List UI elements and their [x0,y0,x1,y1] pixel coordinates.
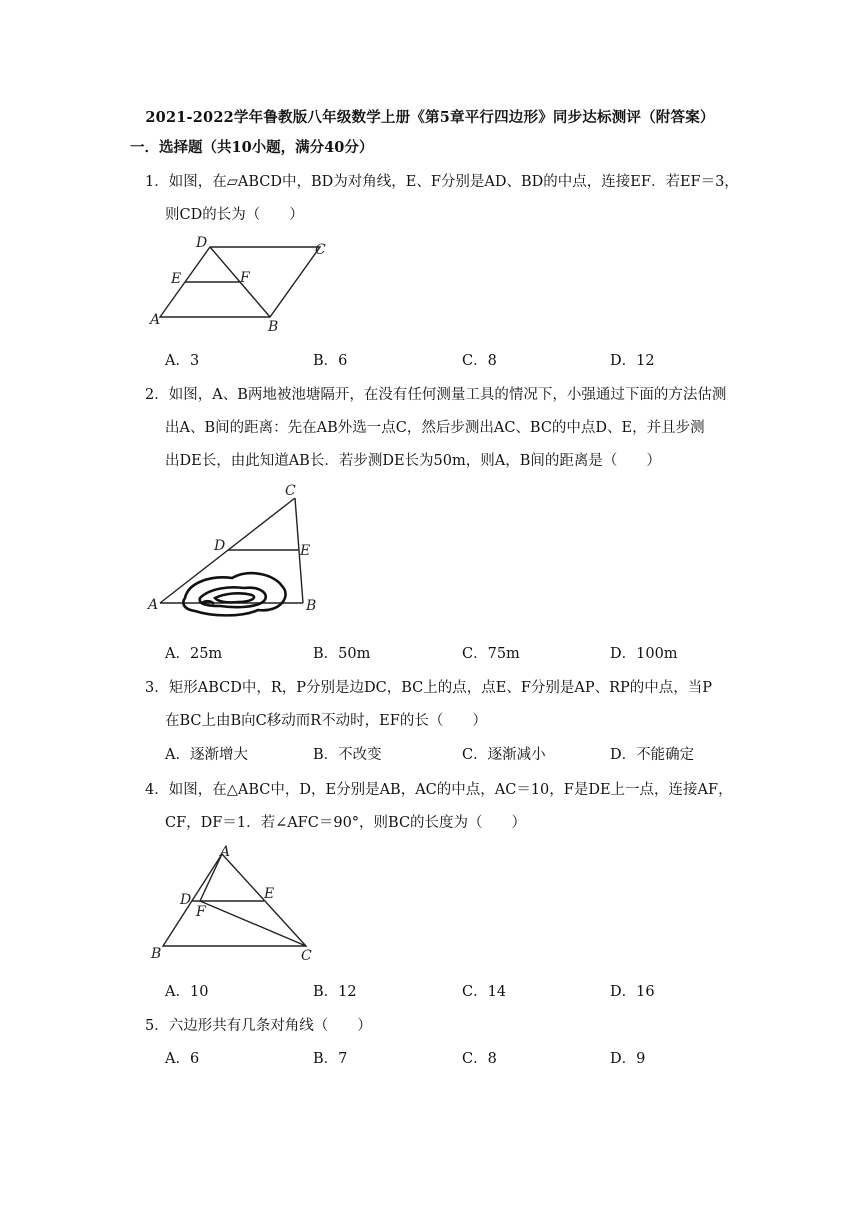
q2-pond-figure [140,480,340,620]
q4-label-a: A [220,844,231,860]
q5-option-a: A．6 [165,1051,200,1067]
document-title: 2021-2022学年鲁教版八年级数学上册《第5章平行四边形》同步达标测评（附答案） [145,109,715,126]
q4-option-d: D．16 [610,984,655,1000]
q2-option-c: C．75m [462,646,520,662]
q1-option-c: C．8 [462,353,497,369]
q3-option-c: C．逐渐减小 [462,747,546,763]
q4-label-c: C [301,948,312,964]
q4-label-e: E [264,886,275,902]
q1-option-b: B．6 [313,353,348,369]
section-heading: 一．选择题（共10小题，满分40分） [130,139,374,156]
q1-option-a: A．3 [165,353,200,369]
q2-label-e: E [300,543,311,559]
q3-option-a: A．逐渐增大 [165,747,248,763]
q1-line-2: 则CD的长为（ ） [165,207,304,223]
q5-option-d: D．9 [610,1051,646,1067]
q2-label-b: B [306,598,317,614]
q2-option-a: A．25m [165,646,223,662]
q4-option-b: B．12 [313,984,357,1000]
q5-line-1: 5．六边形共有几条对角线（ ） [145,1018,372,1034]
q2-option-d: D．100m [610,646,678,662]
q3-line-2: 在BC上由B向C移动而R不动时，EF的长（ ） [165,713,487,729]
q2-line-1: 2．如图，A、B两地被池塘隔开，在没有任何测量工具的情况下，小强通过下面的方法估测 [145,387,727,403]
q1-option-d: D．12 [610,353,655,369]
q2-option-b: B．50m [313,646,371,662]
q5-option-c: C．8 [462,1051,497,1067]
q2-label-c: C [285,483,296,499]
q2-label-a: A [148,597,159,613]
q4-triangle-figure [140,838,340,968]
q2-label-d: D [214,538,226,554]
q3-line-1: 3．矩形ABCD中，R，P分别是边DC，BC上的点，点E、F分别是AP、RP的中点，当P [145,680,713,696]
q2-line-2: 出A、B间的距离：先在AB外选一点C，然后步测出AC、BC的中点D、E，并且步测 [165,420,705,436]
q5-option-b: B．7 [313,1051,348,1067]
q1-label-e: E [171,271,182,287]
q4-label-d: D [180,892,192,908]
q1-label-a: A [150,312,161,328]
q1-line-1: 1．如图，在▱ABCD中，BD为对角线，E、F分别是AD、BD的中点，连接EF．若EF＝3， [145,174,739,190]
q4-label-f: F [196,904,206,920]
pond-icon [183,573,285,615]
q4-option-a: A．10 [165,984,209,1000]
q4-line-2: CF，DF＝1．若∠AFC＝90°，则BC的长度为（ ） [165,815,527,831]
q4-line-1: 4．如图，在△ABC中，D，E分别是AB，AC的中点，AC＝10，F是DE上一点，连接AF， [145,782,733,798]
q1-label-b: B [268,319,279,335]
q1-label-d: D [196,235,208,251]
q4-label-b: B [151,946,162,962]
q3-option-b: B．不改变 [313,747,382,763]
q4-option-c: C．14 [462,984,507,1000]
q2-line-3: 出DE长，由此知道AB长．若步测DE长为50m，则A，B间的距离是（ ） [165,453,661,469]
q3-option-d: D．不能确定 [610,747,695,763]
q1-label-c: C [315,242,326,258]
q1-label-f: F [240,270,250,286]
q1-parallelogram-figure [140,232,340,337]
